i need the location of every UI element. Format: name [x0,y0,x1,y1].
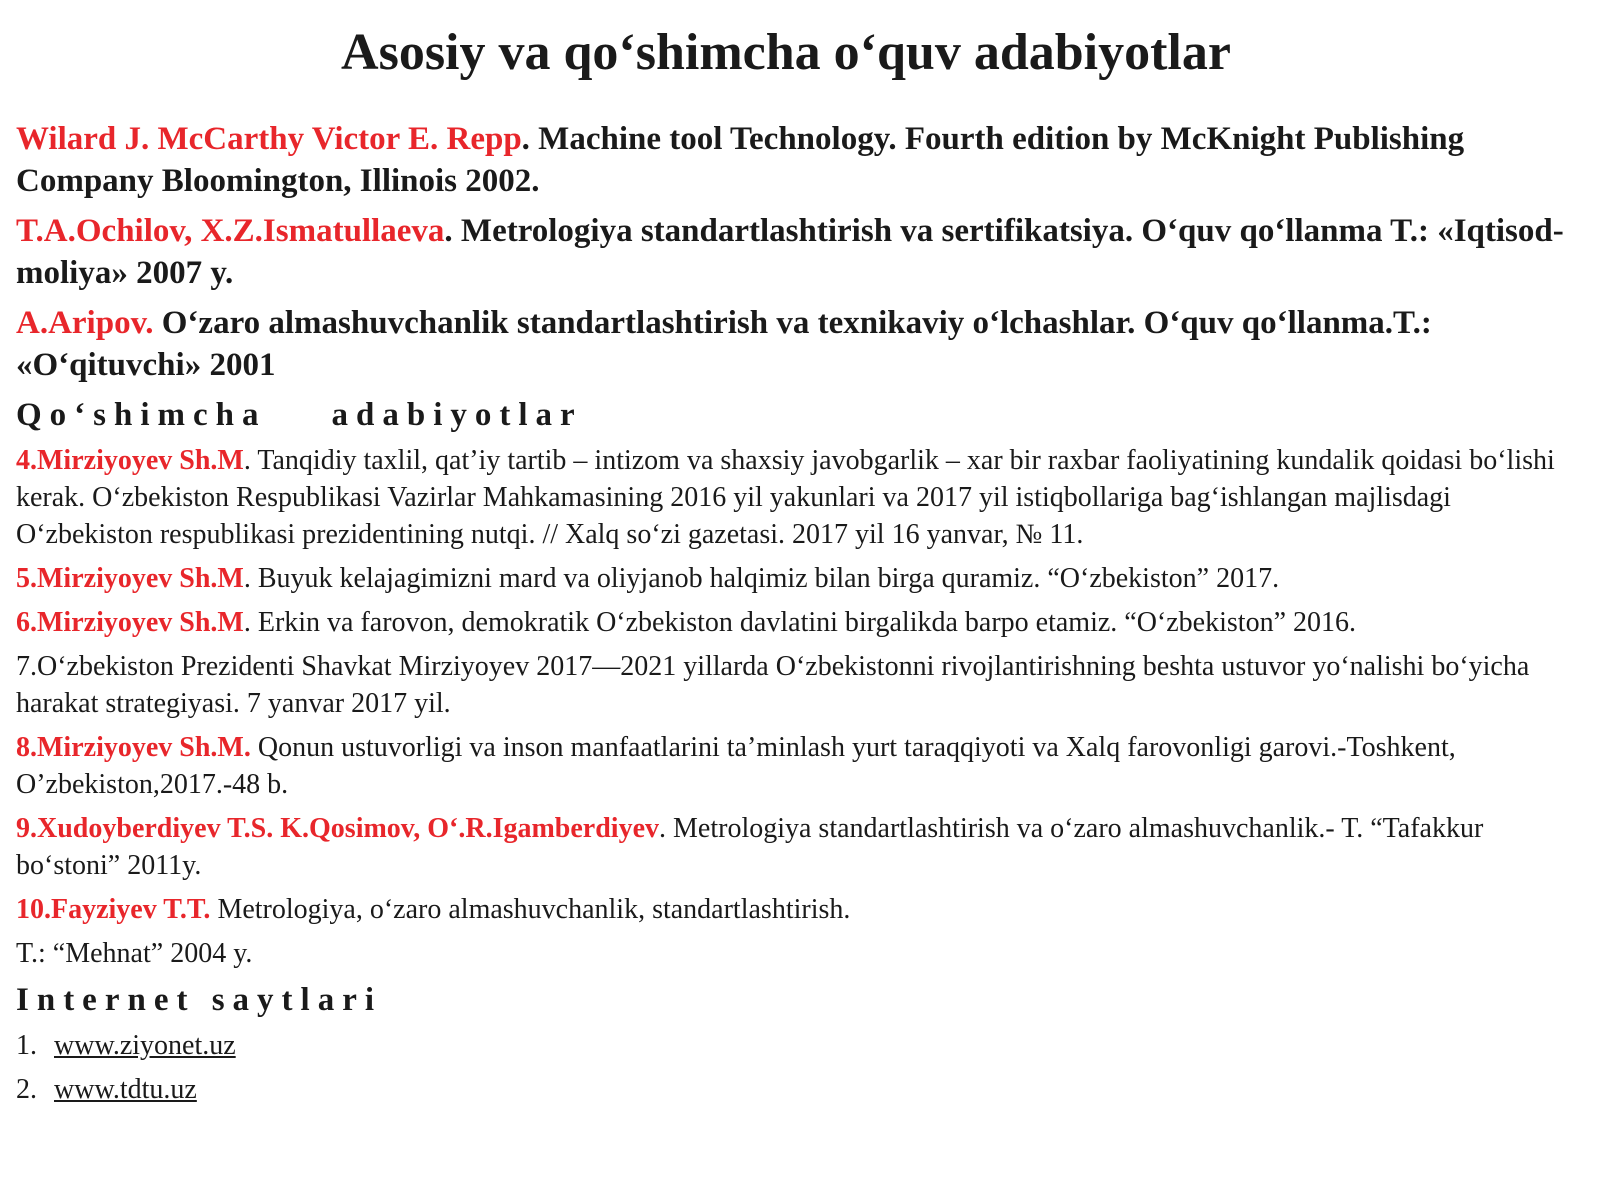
reference-details: . Metrologiya standartlashtirish va o‘zaro almashuvchanlik.- T. “Tafakkur bo‘stoni” 2011y. [16,813,1484,881]
reference-author: A.Aripov. [16,305,154,341]
page-title: Asosiy va qo‘shimcha o‘quv adabiyotlar [341,24,1231,81]
reference-details: . Machine tool Technology. Fourth edition by McKnight Publishing Company Bloomington, Illinois 2002. [16,121,1465,199]
website-link-tdtu[interactable]: www.tdtu.uz [54,1074,197,1105]
reference-details: . Buyuk kelajagimizni mard va oliyjanob halqimiz bilan birga quramiz. “O‘zbekiston” 2017. [243,563,1280,594]
internet-sites-heading: Internet saytlari [16,982,383,1018]
internet-site-item [16,1027,1586,1064]
reference-details: 7.O‘zbekiston Prezidenti Shavkat Mirziyoyev 2017—2021 yillarda O‘zbekistonni rivojlantirishning beshta ustuvor yo‘nalishi bo‘yicha harakat strategiyasi. 7 yanvar 2017 yil. [16,651,1530,719]
references-content [16,118,1586,1115]
reference-details: Metrologiya, o‘zaro almashuvchanlik, standartlashtirish. [210,894,851,925]
additional-reference-4 [16,442,1586,553]
reference-author: 8.Mirziyoyev Sh.M. [16,732,251,763]
additional-reference-8 [16,729,1586,803]
reference-author: 6.Mirziyoyev Sh.M [16,607,244,638]
reference-details: O‘zaro almashuvchanlik standartlashtirish va texnikaviy o‘lchashlar. O‘quv qo‘llanma.T.: «O‘qituvchi» 2001 [16,305,1432,383]
reference-details: . Tanqidiy taxlil, qat’iy tartib – intizom va shaxsiy javobgarlik – xar bir raxbar faoliyatining kundalik qoidasi bo‘lishi kerak. O‘zbekiston Respublikasi Vazirlar Mahkamasining 2016 yil yakunlari va 2017 yil istiqbollariga bag‘ishlangan majlisdagi O‘zbekiston respublikasi prezidentining nutqi. // Xalq so‘zi gazetasi. 2017 yil 16 yanvar, № 11. [16,445,1555,550]
additional-reference-5 [16,560,1586,597]
reference-author: 9.Xudoyberdiyev T.S. K.Qosimov, O‘.R.Igamberdiyev [16,813,660,844]
additional-reference-10-publisher [16,935,1586,972]
reference-author: 5.Mirziyoyev Sh.M [16,563,244,594]
additional-reference-10 [16,891,1586,928]
additional-literature-heading: Qo‘shimcha adabiyotlar [16,397,583,433]
reference-author: T.A.Ochilov, X.Z.Ismatullaeva [16,213,445,249]
additional-reference-9 [16,810,1586,884]
reference-author: 4.Mirziyoyev Sh.M [16,445,244,476]
reference-details: . Erkin va farovon, demokratik O‘zbekiston davlatini birgalikda barpo etamiz. “O‘zbekiston” 2016. [243,607,1356,638]
website-link-ziyonet[interactable]: www.ziyonet.uz [54,1030,236,1061]
main-reference-1 [16,118,1586,202]
reference-author: Wilard J. McCarthy Victor E. Repp [16,121,522,157]
list-number: 1. [16,1030,37,1061]
main-reference-3 [16,302,1586,386]
reference-author: 10.Fayziyev T.T. [16,894,211,925]
additional-reference-6 [16,604,1586,641]
reference-details: . Metrologiya standartlashtirish va sertifikatsiya. O‘quv qo‘llanma T.: «Iqtisod-moliya» 2007 y. [16,213,1564,291]
internet-site-item [16,1071,1586,1108]
reference-details: Qonun ustuvorligi va inson manfaatlarini ta’minlash yurt taraqqiyoti va Xalq farovonligi garovi.-Toshkent, O’zbekiston,2017.-48 b. [16,732,1456,800]
additional-reference-7 [16,648,1586,722]
main-reference-2 [16,210,1586,294]
reference-details: T.: “Mehnat” 2004 y. [16,938,253,969]
list-number: 2. [16,1074,37,1105]
